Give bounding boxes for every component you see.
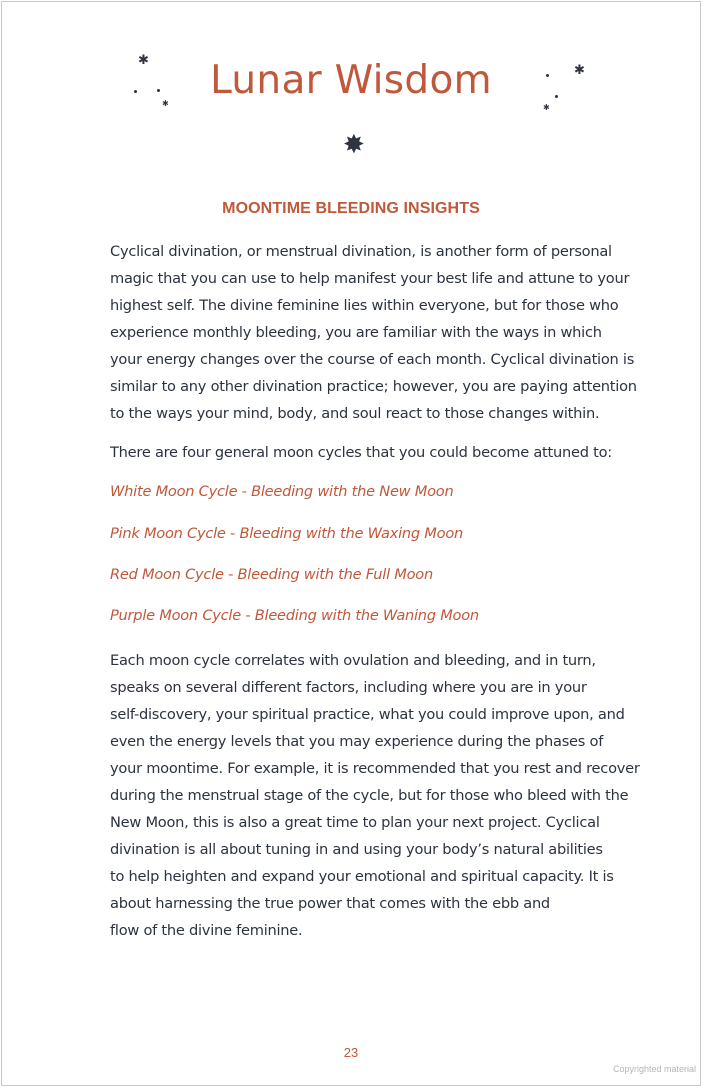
text-line: divination is all about tuning in and using your body’s natural abilities: [110, 841, 603, 858]
text-line: to help heighten and expand your emotional and spiritual capacity. It is: [110, 868, 614, 885]
cycle-item-white: White Moon Cycle - Bleeding with the New Moon: [110, 483, 454, 500]
text-line: There are four general moon cycles that you could become attuned to:: [110, 444, 612, 461]
center-star-ornament-icon: ✸: [343, 130, 365, 160]
sparkle-star-icon: ✱: [574, 63, 585, 78]
text-line: speaks on several different factors, including where you are in your: [110, 679, 587, 696]
sparkle-star-icon: ✱: [138, 53, 149, 68]
cycles-intro: [110, 439, 612, 466]
text-line: Each moon cycle correlates with ovulation and bleeding, and in turn,: [110, 652, 596, 669]
text-line: flow of the divine feminine.: [110, 922, 303, 939]
text-line: magic that you can use to help manifest your best life and attune to your: [110, 270, 630, 287]
text-line: even the energy levels that you may experience during the phases of: [110, 733, 604, 750]
page-number: 23: [343, 1045, 359, 1060]
copyright-notice: Copyrighted material: [612, 1064, 696, 1074]
text-line: experience monthly bleeding, you are familiar with the ways in which: [110, 324, 602, 341]
text-line: your moontime. For example, it is recommended that you rest and recover: [110, 760, 640, 777]
paragraph-moon-cycles: [110, 647, 640, 944]
cycle-item-pink: Pink Moon Cycle - Bleeding with the Waxing Moon: [110, 525, 464, 542]
text-line: New Moon, this is also a great time to plan your next project. Cyclical: [110, 814, 600, 831]
text-line: your energy changes over the course of each month. Cyclical divination is: [110, 351, 635, 368]
text-line: highest self. The divine feminine lies within everyone, but for those who: [110, 297, 619, 314]
cycle-item-purple: Purple Moon Cycle - Bleeding with the Waning Moon: [110, 607, 479, 624]
text-line: to the ways your mind, body, and soul react to those changes within.: [110, 405, 600, 422]
page-title: Lunar Wisdom: [210, 58, 492, 103]
cycle-item-red: Red Moon Cycle - Bleeding with the Full Moon: [110, 566, 433, 583]
paragraph-intro: [110, 238, 637, 427]
text-line: about harnessing the true power that comes with the ebb and: [110, 895, 550, 912]
section-heading: MOONTIME BLEEDING INSIGHTS: [222, 200, 480, 217]
text-line: self-discovery, your spiritual practice, what you could improve upon, and: [110, 706, 625, 723]
book-page: [1, 1, 701, 1086]
text-line: similar to any other divination practice; however, you are paying attention: [110, 378, 637, 395]
text-line: Cyclical divination, or menstrual divination, is another form of personal: [110, 243, 612, 260]
text-line: during the menstrual stage of the cycle, but for those who bleed with the: [110, 787, 629, 804]
sparkle-star-icon: ✱: [543, 103, 550, 112]
sparkle-star-icon: ✱: [162, 99, 169, 108]
